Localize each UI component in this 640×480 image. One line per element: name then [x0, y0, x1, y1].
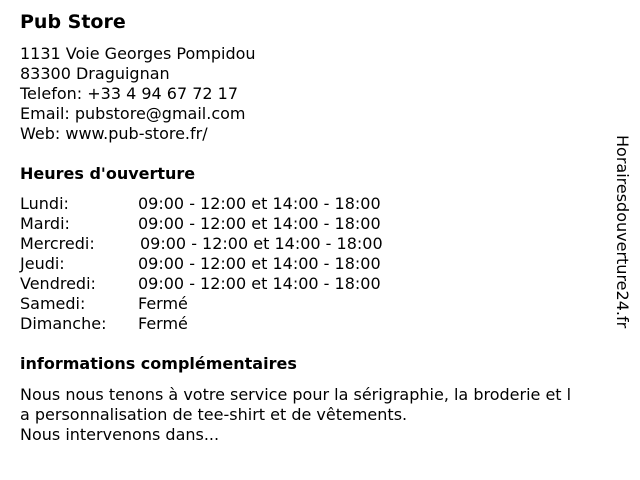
day-hours: 09:00 - 12:00 et 14:00 - 18:00: [138, 254, 381, 273]
day-hours: 09:00 - 12:00 et 14:00 - 18:00: [138, 194, 381, 213]
email-address: Email: pubstore@gmail.com: [20, 104, 246, 123]
website: Web: www.pub-store.fr/: [20, 124, 208, 143]
info-line-2: a personnalisation de tee-shirt et de vêtements.: [20, 405, 408, 424]
site-watermark: Horairesdouverture24.fr: [613, 135, 632, 329]
day-label: Jeudi:: [20, 254, 65, 273]
day-label: Dimanche:: [20, 314, 107, 333]
day-hours: 09:00 - 12:00 et 14:00 - 18:00: [138, 274, 381, 293]
store-contact-block: [20, 44, 256, 144]
day-label: Mercredi:: [20, 234, 95, 253]
address-line-1: 1131 Voie Georges Pompidou: [20, 44, 256, 63]
day-hours: Fermé: [138, 314, 188, 333]
additional-info-heading: informations complémentaires: [20, 354, 297, 373]
additional-info-text: [20, 385, 620, 445]
day-hours: 09:00 - 12:00 et 14:00 - 18:00: [140, 234, 383, 253]
day-hours: Fermé: [138, 294, 188, 313]
day-label: Vendredi:: [20, 274, 96, 293]
info-line-3: Nous intervenons dans...: [20, 425, 220, 444]
day-hours: 09:00 - 12:00 et 14:00 - 18:00: [138, 214, 381, 233]
info-line-1: Nous nous tenons à votre service pour la sérigraphie, la broderie et l: [20, 385, 572, 404]
opening-hours-heading: Heures d'ouverture: [20, 164, 196, 183]
store-name: Pub Store: [20, 11, 126, 33]
phone-number: Telefon: +33 4 94 67 72 17: [20, 84, 239, 103]
day-label: Lundi:: [20, 194, 69, 213]
day-label: Samedi:: [20, 294, 86, 313]
day-label: Mardi:: [20, 214, 70, 233]
address-line-2: 83300 Draguignan: [20, 64, 170, 83]
